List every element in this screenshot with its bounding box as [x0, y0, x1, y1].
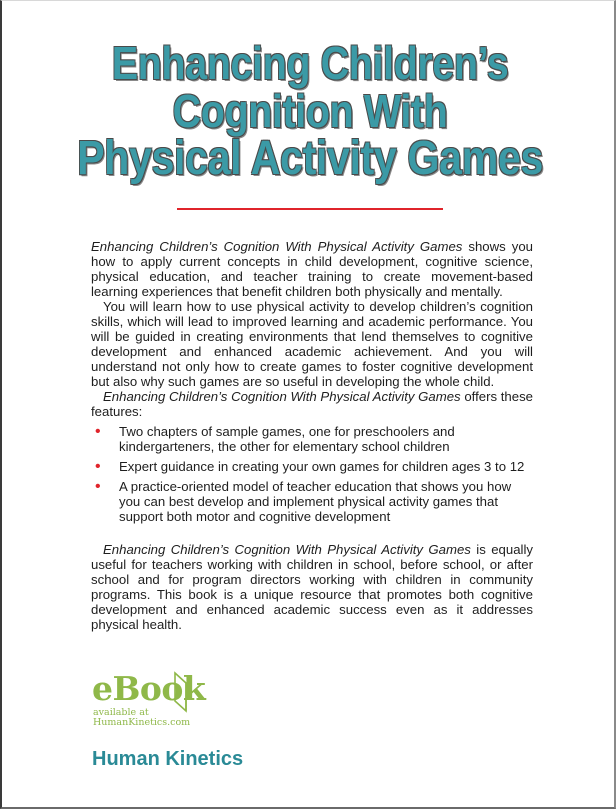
- book-title-italic: Enhancing Children’s Cognition With Physical Activity Games: [103, 542, 471, 557]
- features-intro: Enhancing Children’s Cognition With Physical Activity Games offers these features:: [91, 389, 533, 419]
- book-title-italic: Enhancing Children’s Cognition With Physical Activity Games: [91, 239, 463, 254]
- bullet-icon: •: [95, 458, 101, 475]
- open-book-icon: [172, 671, 198, 713]
- publisher-name: Human Kinetics: [92, 748, 244, 770]
- book-title-italic: Enhancing Children’s Cognition With Physical Activity Games: [103, 389, 461, 404]
- ebook-badge: [92, 671, 212, 737]
- title-line-3: Physical Activity Games: [77, 132, 543, 185]
- feature-item: • A practice-oriented model of teacher education that shows you how you can best develop and implement physical activity games that support both motor and cognitive development: [95, 478, 512, 524]
- feature-item: • Expert guidance in creating your own games for children ages 3 to 12: [95, 458, 525, 475]
- book-title: [45, 39, 575, 183]
- red-divider-rule: [177, 208, 443, 210]
- title-line-2: Cognition With: [172, 85, 448, 137]
- description-text: [91, 239, 533, 632]
- bullet-icon: •: [95, 478, 101, 495]
- ebook-availability: available at HumanKinetics.com: [93, 707, 191, 728]
- feature-item: • Two chapters of sample games, one for preschoolers and kindergarteners, the other for elementary school children: [95, 423, 455, 454]
- bullet-icon: •: [95, 423, 101, 440]
- features-list: [91, 424, 533, 524]
- learning-paragraph: You will learn how to use physical activity to develop children’s cognition skills, which will lead to improved learning and academic performance. You will be guided in creating environments that lend themselves to cognitive development and enhanced academic achievement. And you will understand not only how to create games to foster cognitive development but also why such games are so useful in developing the whole child.: [91, 299, 533, 389]
- title-line-1: Enhancing Children’s: [111, 37, 509, 89]
- closing-paragraph: Enhancing Children’s Cognition With Physical Activity Games is equally useful for teachers working with children in school, before school, or after school and for program directors working with children in community programs. This book is a unique resource that promotes both cognitive development and enhanced academic success even as it addresses physical health.: [91, 542, 533, 632]
- ebook-logo-text: eBook: [92, 669, 206, 708]
- intro-paragraph: Enhancing Children’s Cognition With Physical Activity Games shows you how to apply current concepts in child development, cognitive science, physical education, and teacher training to create movement-based learning experiences that benefit children both physically and mentally.: [91, 239, 533, 299]
